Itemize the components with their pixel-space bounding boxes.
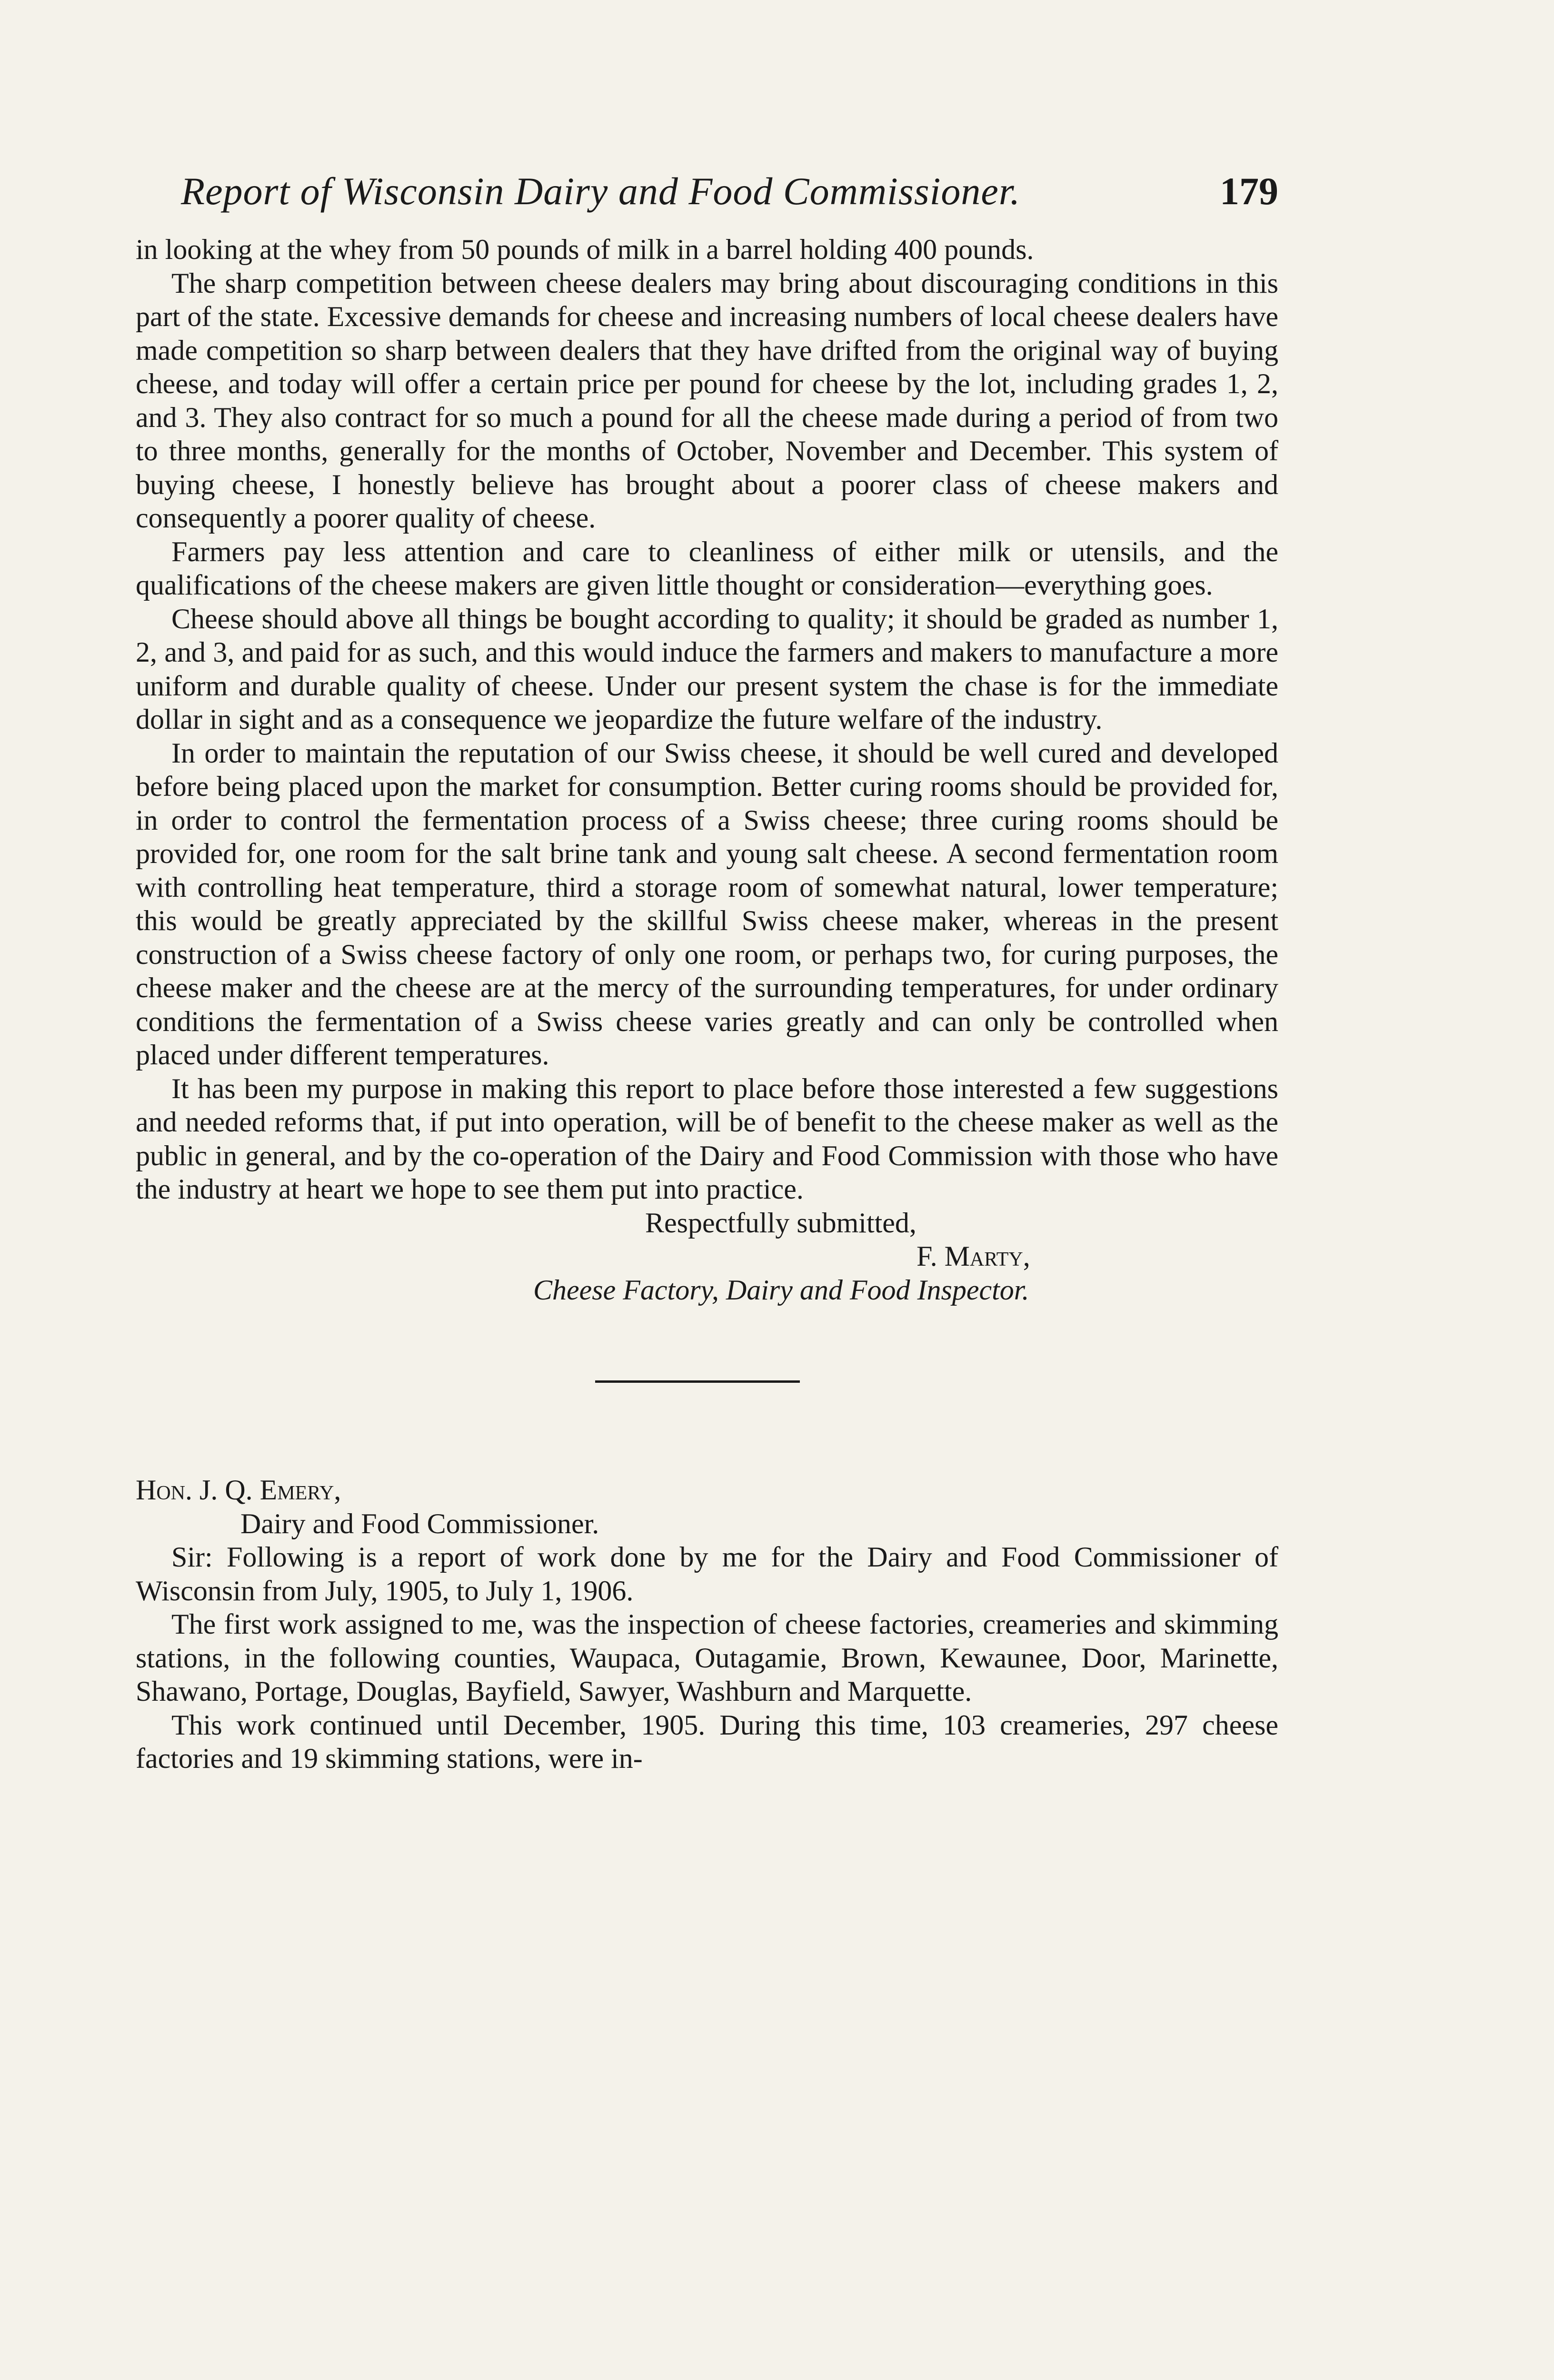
paragraph: It has been my purpose in making this report to place before those interested a few suggestions and needed reforms that, if put into operation, will be of benefit to the cheese maker as well as the public in general, and by the co-operation of the Dairy and Food Commission with those who have the industry at heart we hope to see them put into practice. [136, 1072, 1278, 1205]
report-body [136, 233, 1278, 1206]
section-divider [595, 1380, 800, 1383]
paragraph: in looking at the whey from 50 pounds of milk in a barrel holding 400 pounds. [136, 234, 1034, 265]
paragraph: Sir: Following is a report of work done by me for the Dairy and Food Commissioner of Wisconsin from July, 1905, to July 1, 1906. [136, 1541, 1278, 1606]
paragraph: The sharp competition between cheese dealers may bring about discouraging conditions in this part of the state. Excessive demands for cheese and increasing numbers of local cheese dealers have made competition so sharp between dealers that they have drifted from the original way of buying cheese, and today will offer a certain price per pound for cheese by the lot, including grades 1, 2, and 3. They also contract for so much a pound for all the cheese made during a period of from two to three months, generally for the months of October, November and December. This system of buying cheese, I honestly believe has brought about a poorer class of cheese makers and consequently a poorer quality of cheese. [136, 267, 1278, 534]
document-page [136, 169, 1278, 1775]
signature-title: Cheese Factory, Dairy and Food Inspector. [533, 1274, 1029, 1306]
paragraph: The first work assigned to me, was the inspection of cheese factories, creameries and skimming stations, in the following counties, Waupaca, Outagamie, Brown, Kewaunee, Door, Marinette, Shawano, Portage, Douglas, Bayfield, Sawyer, Washburn and Marquette. [136, 1608, 1278, 1707]
page-number: 179 [1220, 169, 1278, 213]
paragraph: Farmers pay less attention and care to cleanliness of either milk or utensils, and the qualifications of the cheese makers are given little thought or consideration—everything goes. [136, 536, 1278, 601]
addressee-title: Dairy and Food Commissioner. [240, 1507, 599, 1539]
signature-block [136, 1206, 1278, 1307]
paragraph: This work continued until December, 1905. During this time, 103 creameries, 297 cheese factories and 19 skimming stations, were in- [136, 1709, 1278, 1774]
paragraph: In order to maintain the reputation of our Swiss cheese, it should be well cured and developed before being placed upon the market for consumption. Better curing rooms should be provided for, in order to control the fermentation process of a Swiss cheese; three curing rooms should be provided for, one room for the salt brine tank and young salt cheese. A second fermentation room with controlling heat temperature, third a storage room of somewhat natural, lower temperature; this would be greatly appreciated by the skillful Swiss cheese maker, whereas in the present construction of a Swiss cheese factory of only one room, or perhaps two, for curing purposes, the cheese maker and the cheese are at the mercy of the surrounding temperatures, for under ordinary conditions the fermentation of a Swiss cheese varies greatly and can only be controlled when placed under different temperatures. [136, 737, 1278, 1071]
next-report [136, 1473, 1278, 1775]
signature-name: F. Marty, [916, 1240, 1030, 1272]
closing-salutation: Respectfully submitted, [645, 1207, 916, 1239]
header-title: Report of Wisconsin Dairy and Food Commissioner. [181, 169, 1021, 213]
running-header [136, 169, 1278, 214]
paragraph: Cheese should above all things be bought according to quality; it should be graded as number 1, 2, and 3, and paid for as such, and this would induce the farmers and makers to manufacture a more uniform and durable quality of cheese. Under our present system the chase is for the immediate dollar in sight and as a consequence we jeopardize the future welfare of the industry. [136, 603, 1278, 735]
addressee-name: Hon. J. Q. Emery, [136, 1474, 341, 1506]
